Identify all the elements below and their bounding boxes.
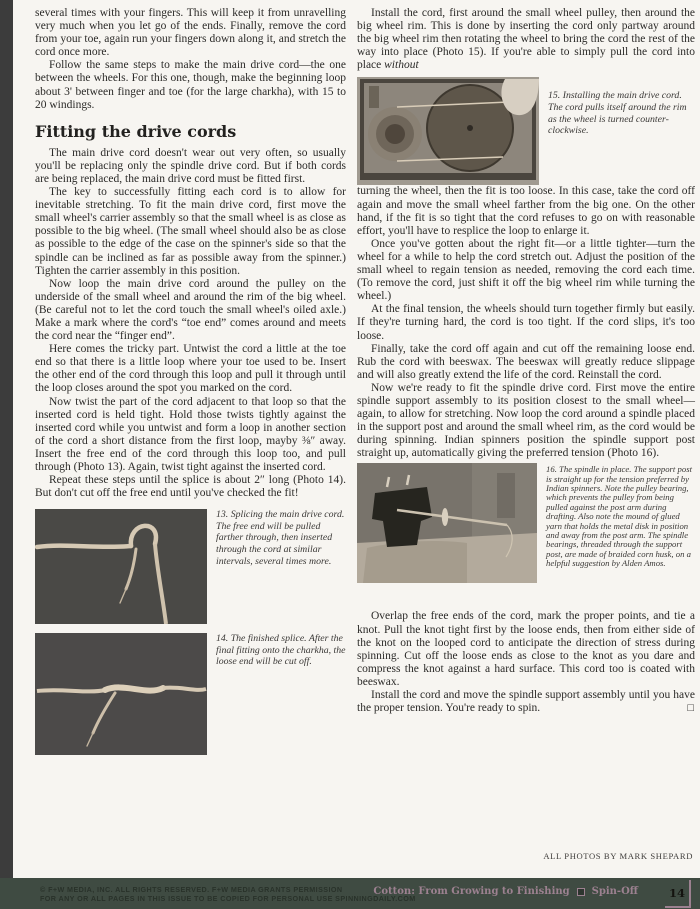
body-paragraph: Here comes the tricky part. Untwist the cord a little at the toe end so that there is a little loop where your toe used to be. Insert the other end of the cord through this loop and pull it through until the loop closes around the spot you marked on the cord. <box>35 343 346 395</box>
photo-14-image <box>35 633 207 755</box>
footer-copyright-line2: FOR ANY OR ALL PAGES IN THIS ISSUE TO BE COPIED FOR PERSONAL USE SPINNINGDAILY.COM <box>40 894 416 904</box>
photo-14-figure <box>35 633 346 755</box>
body-paragraph: Overlap the free ends of the cord, mark the proper points, and tie a knot. Pull the knot tight first by the loose ends, then from either side of the knot on the looped cord to anticipate the direction of stress during spinning. Cut off the loose ends as close to the knot as you dare and compress the knot against a hard surface. This cord too is coated with beeswax. <box>357 610 695 688</box>
article <box>35 7 695 755</box>
body-paragraph: Once you've gotten about the right fit—or a little tighter—turn the wheel for a while to help the cord stretch out. Adjust the position of the small wheel to regain tension as needed, removing the cord each time. (To remove the cord, just shift it off the big wheel rim while turning the wheel.) <box>357 237 695 303</box>
body-paragraph: The main drive cord doesn't wear out very often, so usually you'll be replacing only the spindle drive cord. But if both cords are being replaced, the main drive cord must be fitted first. <box>35 146 346 185</box>
column-left <box>35 7 346 755</box>
photo-15-figure <box>357 77 695 185</box>
footer-copyright <box>40 885 416 904</box>
column-right <box>357 7 695 755</box>
body-paragraph: The key to successfully fitting each cord is to allow for inevitable stretching. To fit the main drive cord, first move the small wheel's carrier assembly so that the small wheel is as close as possible to the big wheel. (The small wheel should also be as close as possible to the edge of the case on the spinner's side so that the spindle can be inclined as far as possible away from the spinner.) Tighten the carrier assembly in this position. <box>35 186 346 277</box>
square-bullet-icon <box>577 888 585 896</box>
body-paragraph: Now twist the part of the cord adjacent to that loop so that the inserted cord is held tight. Hold those twists tightly against the inserted cord while you untwist and form a loop in another section of the cord a short distance from the first loop, mayby ⅜″ away. Insert the free end of the cord through this loop too, and pull through (Photo 13). Again, twist tight against the inserted cord. <box>35 395 346 473</box>
section-heading: Fitting the drive cords <box>35 121 237 141</box>
body-paragraph: Install the cord and move the spindle support assembly until you have the proper tension. You're ready to spin. □ <box>357 689 695 715</box>
footer-publication <box>373 886 638 897</box>
body-paragraph: several times with your fingers. This will keep it from unravelling very much when you let go of the ends. Finally, remove the cord from your toe, again run your fingers down along it, and stretch the cord once more. <box>35 7 346 59</box>
body-paragraph: Now loop the main drive cord around the pulley on the underside of the small wheel and around the rim of the big wheel. (Be careful not to let the cord touch the small wheel's oiled axle.) Make a mark where the cord's “toe end” comes around and meets the cord near the “finger end”. <box>35 277 346 343</box>
emphasized-word: without <box>384 59 419 72</box>
photo-16-image <box>357 463 537 583</box>
body-paragraph: Finally, take the cord off again and cut off the remaining loose end. Rub the cord with beeswax. The beeswax will greatly reduce slippage and will also greatly extend the life of the cord. Reinstall the cord. <box>357 342 695 381</box>
photo-14-caption: 14. The finished splice. After the final fitting onto the charkha, the loose end will be cut off. <box>216 633 346 668</box>
body-paragraph: At the final tension, the wheels should turn together firmly but easily. If they're turning hard, the cord is too tight. If the cord slips, it's too loose. <box>357 303 695 342</box>
page-number: 14 <box>665 880 691 908</box>
photo-13-figure <box>35 509 346 624</box>
photo-16-figure <box>357 463 695 606</box>
footer-copyright-line1: © F+W MEDIA, INC. ALL RIGHTS RESERVED. F+W MEDIA GRANTS PERMISSION <box>40 885 343 894</box>
body-paragraph: Follow the same steps to make the main drive cord—the one between the wheels. For this one, though, make the beginning loop about 3' between finger and toe (for the large charkha), with 15 to 20 windings. <box>35 59 346 111</box>
photo-credit: ALL PHOTOS BY MARK SHEPARD <box>543 851 693 861</box>
end-of-article-mark: □ <box>687 702 694 715</box>
footer-magazine-name: Spin-Off <box>591 886 638 897</box>
photo-15-image <box>357 77 539 185</box>
photo-15-caption: 15. Installing the main drive cord. The cord pulls itself around the rim as the wheel is turned counter-clockwise. <box>548 90 687 137</box>
body-paragraph: Install the cord, first around the small wheel pulley, then around the big wheel rim. This is done by inserting the cord only partway around the big wheel rim then rotating the wheel to bring the cord the rest of the way into place (Photo 15). If you're able to simply pull the cord into place without <box>357 7 695 72</box>
body-paragraph: Now we're ready to fit the spindle drive cord. First move the entire spindle support assembly to its position closest to the small wheel—again, to allow for stretching. Now loop the cord around a spindle placed in the support post and around the small wheel rim, as the cord would be during spinning. Indian spinners position the spindle support post straight up, automatically giving the preferred tension (Photo 16). <box>357 381 695 460</box>
photo-13-image <box>35 509 207 624</box>
body-paragraph: turning the wheel, then the fit is too loose. In this case, take the cord off again and move the small wheel farther from the big one. On the other hand, if the fit is so tight that the cord refuses to go on with reasonable effort, you'll have to resplice the loop to enlarge it. <box>357 185 695 237</box>
footer-publication-title: Cotton: From Growing to Finishing <box>373 886 570 897</box>
photo-13-caption: 13. Splicing the main drive cord. The free end will be pulled farther through, then inserted through the cord at similar intervals, several times more. <box>216 509 345 567</box>
body-paragraph: Repeat these steps until the splice is about 2″ long (Photo 14). But don't cut off the free end until you've checked the fit! <box>35 474 346 500</box>
footer-bar <box>0 878 700 909</box>
page-edge-shadow <box>0 0 13 878</box>
photo-16-caption: 16. The spindle in place. The support post is straight up for the tension preferred by Indian spinners. Note the pulley bearing, which prevents the pulley from being pulled against the post arm during drafting. Also note the mound of glued yarn that holds the metal disk in position and away from the post arm. The spindle bearings, threaded through the support post, are made of braided corn husk, on a helpful suggestion by Alden Amos. <box>546 464 692 568</box>
